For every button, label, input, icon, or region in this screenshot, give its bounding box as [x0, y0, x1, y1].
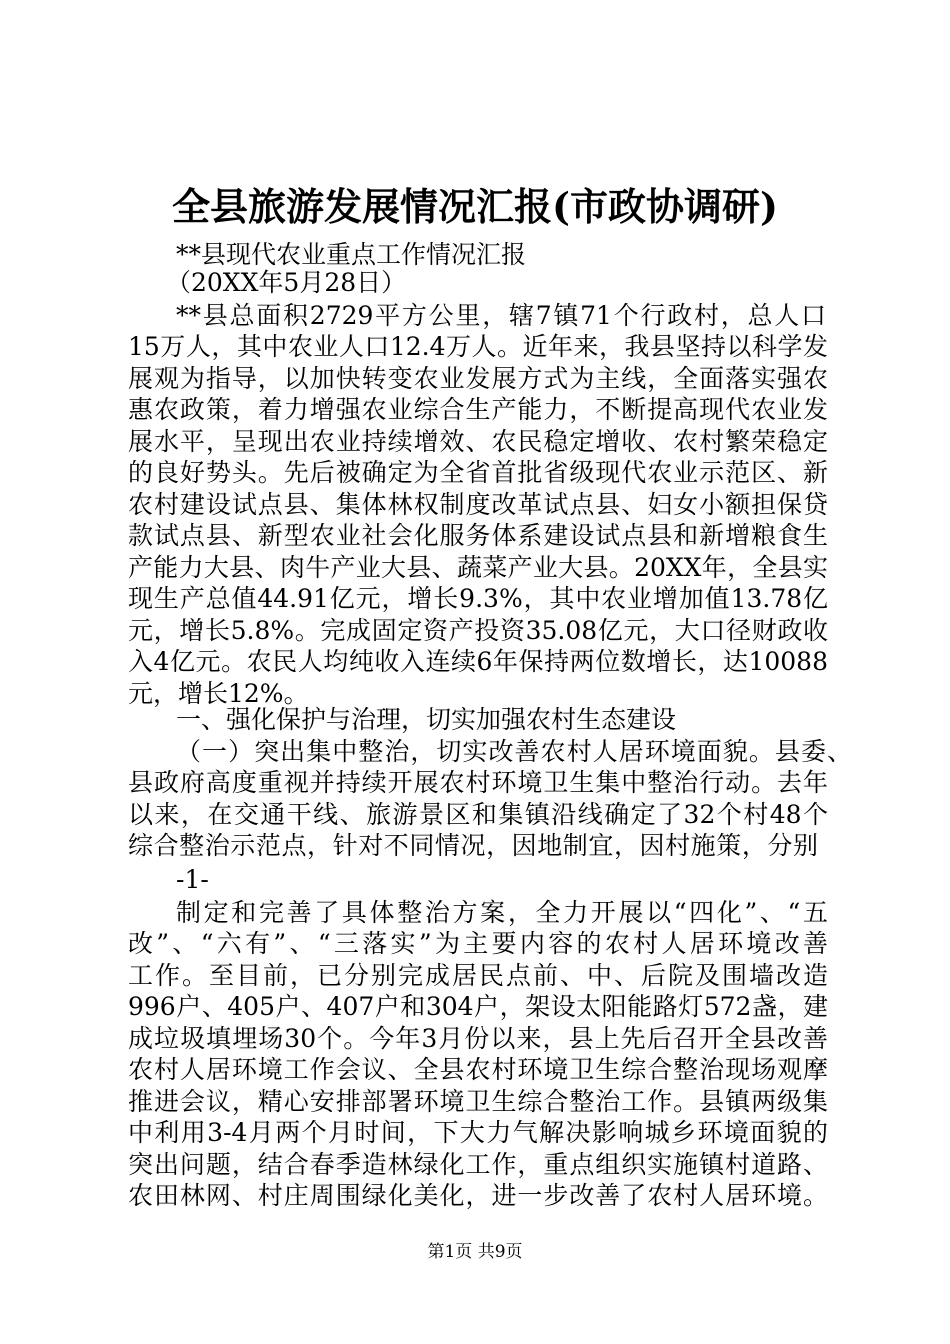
body-line: 成垃圾填埋场30个。今年3月份以来，县上先后召开全县改善 — [128, 1024, 828, 1053]
page-number-marker: -1- — [176, 865, 209, 894]
body-line: 农村人居环境工作会议、全县农村环境卫生综合整治现场观摩 — [128, 1055, 828, 1084]
body-line: 款试点县、新型农业社会化服务体系建设试点县和新增粮食生 — [128, 521, 828, 550]
body-line: 突出问题，结合春季造林绿化工作，重点组织实施镇村道路、 — [128, 1150, 828, 1179]
body-line: 元，增长12%。 — [128, 679, 309, 708]
body-line: 以来，在交通干线、旅游景区和集镇沿线确定了32个村48个 — [128, 800, 828, 829]
body-line: 15万人，其中农业人口12.4万人。近年来，我县坚持以科学发 — [128, 332, 828, 361]
body-line: 改”、“六有”、“三落实”为主要内容的农村人居环境改善 — [128, 929, 828, 958]
body-line: 996户、405户、407户和304户，架设太阳能路灯572盏，建 — [128, 992, 828, 1021]
body-line: 现生产总值44.91亿元，增长9.3%，其中农业增加值13.78亿 — [128, 584, 828, 613]
body-line: 惠农政策，着力增强农业综合生产能力，不断提高现代农业发 — [128, 395, 828, 424]
body-line: 综合整治示范点，针对不同情况，因地制宜，因村施策，分别 — [128, 831, 818, 860]
body-line: 中利用3-4月两个月时间，下大力气解决影响城乡环境面貌的 — [128, 1118, 828, 1147]
body-line: 农田林网、村庄周围绿化美化，进一步改善了农村人居环境。 — [128, 1181, 828, 1210]
body-line: 农村建设试点县、集体林权制度改革试点县、妇女小额担保贷 — [128, 490, 828, 519]
body-line: 制定和完善了具体整治方案，全力开展以“四化”、“五 — [176, 898, 828, 927]
body-line: 工作。至目前，已分别完成居民点前、中、后院及围墙改造 — [128, 961, 828, 990]
body-line: 展水平，呈现出农业持续增效、农民稳定增收、农村繁荣稳定 — [128, 427, 828, 456]
body-line: 县政府高度重视并持续开展农村环境卫生集中整治行动。去年 — [128, 768, 828, 797]
body-line: （一）突出集中整治，切实改善农村人居环境面貌。县委、 — [176, 737, 852, 766]
body-line: 的良好势头。先后被确定为全省首批省级现代农业示范区、新 — [128, 458, 828, 487]
document-title: 全县旅游发展情况汇报(市政协调研) — [172, 184, 778, 229]
body-line: 展观为指导，以加快转变农业发展方式为主线，全面落实强农 — [128, 364, 828, 393]
body-line: 推进会议，精心安排部署环境卫生综合整治工作。县镇两级集 — [128, 1087, 828, 1116]
body-line: 入4亿元。农民人均纯收入连续6年保持两位数增长，达10088 — [128, 647, 828, 676]
body-line: **县总面积2729平方公里，辖7镇71个行政村，总人口 — [176, 301, 826, 330]
page-footer: 第1页 共9页 — [427, 1242, 523, 1262]
date-line: （20XX年5月28日） — [166, 268, 407, 297]
body-line: 产能力大县、肉牛产业大县、蔬菜产业大县。20XX年，全县实 — [128, 553, 828, 582]
body-line: 元，增长5.8%。完成固定资产投资35.08亿元，大口径财政收 — [128, 616, 828, 645]
subtitle-line: **县现代农业重点工作情况汇报 — [176, 240, 527, 269]
section-heading: 一、强化保护与治理，切实加强农村生态建设 — [176, 705, 677, 734]
